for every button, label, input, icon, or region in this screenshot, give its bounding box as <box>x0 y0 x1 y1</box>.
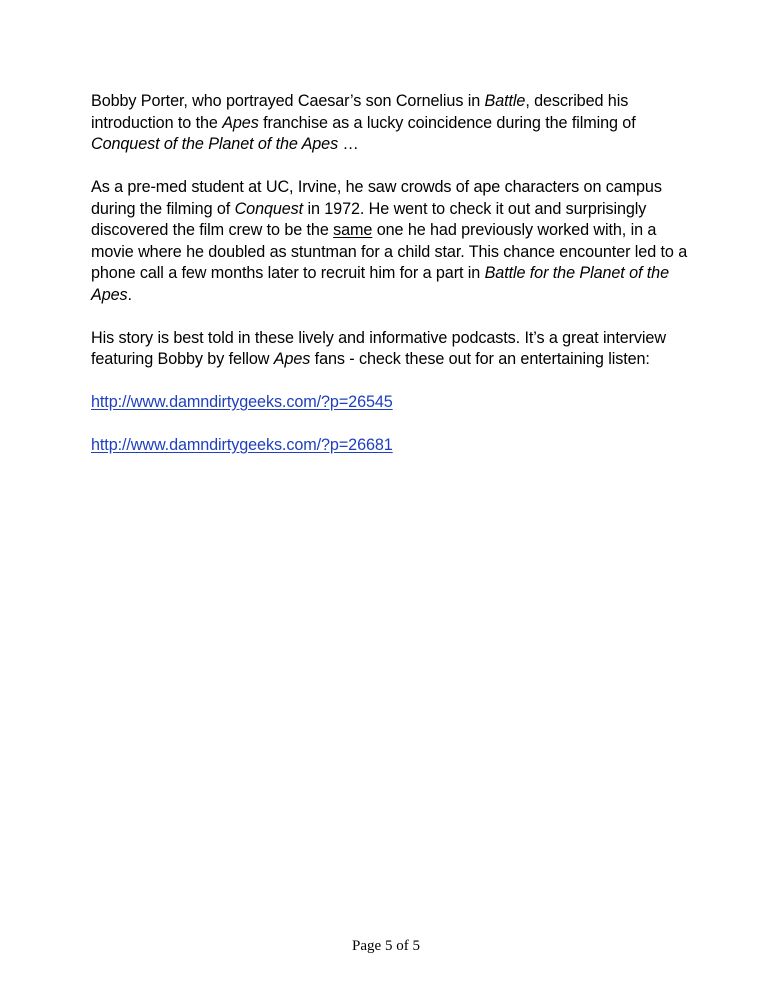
page-body <box>91 91 691 478</box>
paragraph-intro-text-1: Bobby Porter, who portrayed Caesar’s son Cornelius in <box>91 92 485 110</box>
underlined-same: same <box>333 221 373 239</box>
paragraph-podcasts-text-2: fans - check these out for an entertaining listen: <box>310 350 650 368</box>
podcast-link-line-2 <box>91 435 691 457</box>
paragraph-intro-text-3: franchise as a lucky coincidence during the filming of <box>258 113 636 132</box>
title-battle-full: Battle for the Planet of the Apes <box>91 264 669 304</box>
paragraph-intro <box>91 91 691 156</box>
paragraph-story-text-3: one he had previously worked with, in a movie where he doubled as stuntman for a child star. This chance encounter led to a phone call a few months later to recruit him for a part in <box>91 221 688 282</box>
paragraph-story-text-4: . <box>127 285 132 304</box>
title-apes-fans: Apes <box>273 350 311 368</box>
title-battle: Battle <box>484 92 526 110</box>
podcast-link-1[interactable]: http://www.damndirtygeeks.com/?p=26545 <box>91 393 393 411</box>
podcast-link-2[interactable]: http://www.damndirtygeeks.com/?p=26681 <box>91 436 393 454</box>
paragraph-intro-text-4: … <box>338 135 359 153</box>
title-apes: Apes <box>222 113 259 132</box>
podcast-link-line-1 <box>91 392 691 414</box>
paragraph-podcasts-text-1: His story is best told in these lively and informative podcasts. It’s a great interview featuring Bobby by fellow <box>91 328 666 368</box>
title-conquest: Conquest <box>234 199 304 218</box>
paragraph-intro-text-2: , described his introduction to the <box>91 92 629 132</box>
title-conquest-full: Conquest of the Planet of the Apes <box>91 135 339 153</box>
paragraph-story-text-2: in 1972. He went to check it out and surprisingly discovered the film crew to be the <box>91 199 647 239</box>
page-number-footer: Page 5 of 5 <box>352 938 420 954</box>
paragraph-story <box>91 177 691 306</box>
paragraph-story-text-1: As a pre-med student at UC, Irvine, he saw crowds of ape characters on campus during the filming of <box>91 178 662 218</box>
paragraph-podcasts <box>91 328 691 371</box>
